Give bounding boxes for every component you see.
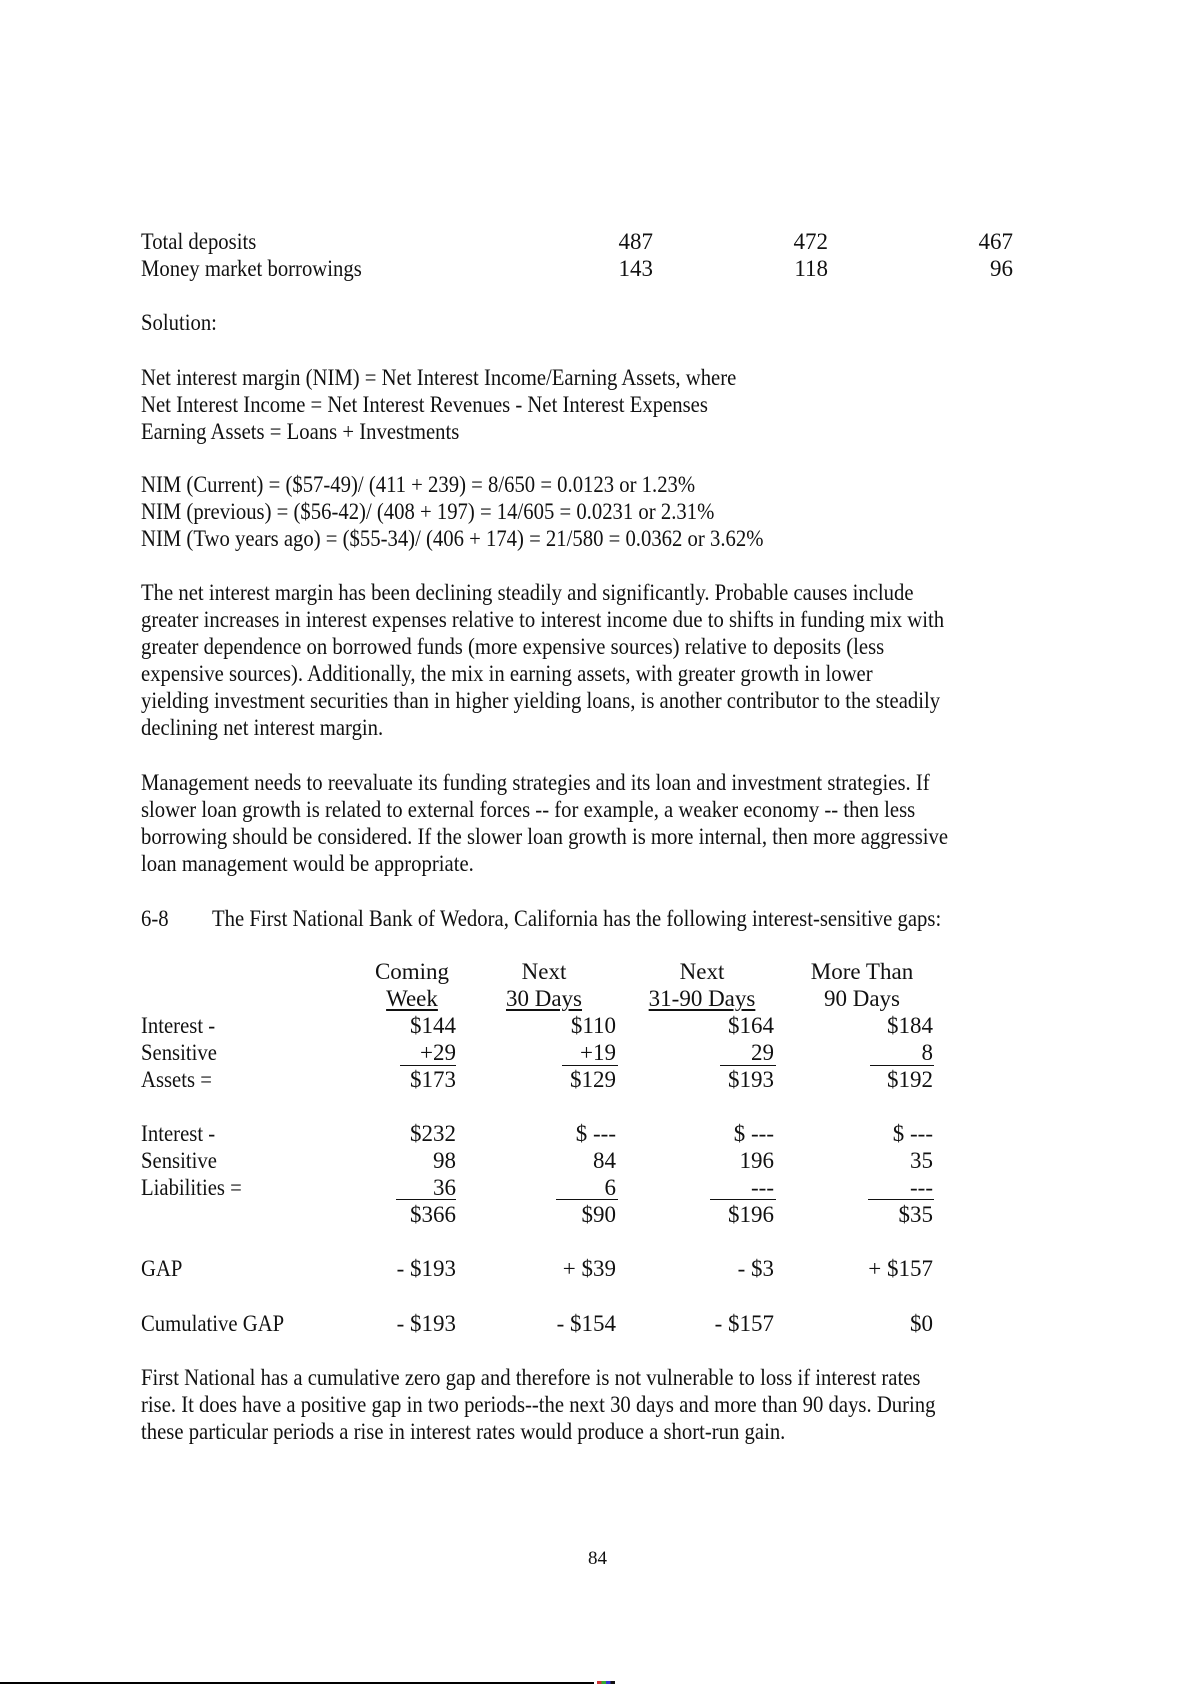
assets-label-1: Interest - [141,1013,216,1038]
bottom-color-marks [597,1681,615,1684]
paragraph-line: these particular periods a rise in interest rates would produce a short-run gain. [141,1419,786,1444]
assets-label-3: Assets = [141,1067,212,1092]
liab-r3-c2: 6 [604,1175,616,1200]
management-paragraph [141,769,1095,877]
header-next-31-90-line2: 31-90 Days [648,986,756,1011]
liab-total-c3: $196 [728,1202,774,1227]
problem-statement: The First National Bank of Wedora, California has the following interest-sensitive gaps: [212,906,942,931]
row-label-money-market: Money market borrowings [141,256,362,281]
liab-r2-c4: 35 [910,1148,933,1173]
assets-label-2: Sensitive [141,1040,217,1065]
liab-r2-c1: 98 [433,1148,456,1173]
assets-r1-c1: $144 [410,1013,456,1038]
liab-total-c4: $35 [898,1202,933,1227]
assets-r1-c2: $110 [570,1013,616,1038]
cum-gap-c1: - $193 [396,1311,456,1336]
conclusion-paragraph [141,1364,1095,1445]
liab-sum-rule-c3 [710,1199,776,1200]
liab-sum-rule-c2 [556,1199,618,1200]
liabilities-label-2: Sensitive [141,1148,217,1173]
paragraph-line: The net interest margin has been declining steadily and significantly. Probable causes include [141,580,914,605]
liab-r3-c1: 36 [433,1175,456,1200]
header-more-than-90-line1: More Than [810,959,914,984]
total-deposits-col3: 467 [978,229,1013,254]
paragraph-line: loan management would be appropriate. [141,851,474,876]
paragraph-line: yielding investment securities than in higher yielding loans, is another contributor to the steadily [141,688,941,713]
liabilities-label-3: Liabilities = [141,1175,242,1200]
assets-total-c2: $129 [570,1067,616,1092]
liab-r1-c2: $ --- [575,1121,616,1146]
definition-line: Net interest margin (NIM) = Net Interest Income/Earning Assets, where [141,365,737,390]
header-more-than-90-line2: 90 Days [823,986,901,1011]
liab-r1-c1: $232 [410,1121,456,1146]
assets-r1-c4: $184 [887,1013,933,1038]
nim-calculations [141,471,1095,552]
liab-r3-c4: --- [910,1175,933,1200]
paragraph-line: greater increases in interest expenses relative to interest income due to shifts in funding mix with [141,607,945,632]
paragraph-line: Management needs to reevaluate its funding strategies and its loan and investment strategies. If [141,770,930,795]
paragraph-line: greater dependence on borrowed funds (more expensive sources) relative to deposits (less [141,634,885,659]
cum-gap-c4: $0 [910,1311,933,1336]
assets-r1-c3: $164 [728,1013,774,1038]
liab-r1-c3: $ --- [733,1121,774,1146]
liab-r1-c4: $ --- [892,1121,933,1146]
definitions-block [141,364,1095,445]
liab-r2-c2: 84 [593,1148,616,1173]
gap-c3: - $3 [737,1256,774,1281]
header-coming-week-line2: Week [386,986,438,1011]
row-label-total-deposits: Total deposits [141,229,257,254]
liab-r2-c3: 196 [739,1148,774,1173]
header-next-30-line1: Next [521,959,567,984]
assets-total-c4: $192 [887,1067,933,1092]
paragraph-line: rise. It does have a positive gap in two periods--the next 30 days and more than 90 days. During [141,1392,936,1417]
paragraph-line: First National has a cumulative zero gap and therefore is not vulnerable to loss if interest rates [141,1365,921,1390]
header-coming-week-line1: Coming [374,959,450,984]
paragraph-line: expensive sources). Additionally, the mix in earning assets, with greater growth in lower [141,661,873,686]
header-next-30-line2: 30 Days [505,986,583,1011]
money-market-col2: 118 [794,256,828,281]
total-deposits-col2: 472 [793,229,828,254]
gap-c1: - $193 [396,1256,456,1281]
assets-total-c1: $173 [410,1067,456,1092]
bottom-rule [0,1682,594,1684]
assets-r2-c4: 8 [921,1040,933,1065]
nim-previous: NIM (previous) = ($56-42)/ (408 + 197) = 14/605 = 0.0231 or 2.31% [141,499,715,524]
nim-discussion-paragraph [141,579,1095,741]
assets-r2-c2: +19 [580,1040,616,1065]
assets-r2-c1: +29 [420,1040,456,1065]
money-market-col3: 96 [990,256,1013,281]
liab-total-c1: $366 [410,1202,456,1227]
cumulative-gap-label: Cumulative GAP [141,1311,285,1336]
definition-line: Earning Assets = Loans + Investments [141,419,460,444]
page-number: 84 [588,1548,607,1569]
problem-number: 6-8 [141,906,169,931]
solution-label: Solution: [141,310,217,335]
liabilities-label-1: Interest - [141,1121,216,1146]
definition-line: Net Interest Income = Net Interest Revenues - Net Interest Expenses [141,392,708,417]
nim-two-years-ago: NIM (Two years ago) = ($55-34)/ (406 + 174) = 21/580 = 0.0362 or 3.62% [141,526,764,551]
liab-r3-c3: --- [751,1175,774,1200]
total-deposits-col1: 487 [618,229,653,254]
nim-current: NIM (Current) = ($57-49)/ (411 + 239) = 8/650 = 0.0123 or 1.23% [141,472,696,497]
gap-c2: + $39 [562,1256,616,1281]
money-market-col1: 143 [618,256,653,281]
paragraph-line: slower loan growth is related to external forces -- for example, a weaker economy -- then less [141,797,916,822]
liab-sum-rule-c1 [396,1199,456,1200]
paragraph-line: borrowing should be considered. If the slower loan growth is more internal, then more aggressive [141,824,949,849]
gap-c4: + $157 [868,1256,933,1281]
cum-gap-c2: - $154 [556,1311,616,1336]
gap-label: GAP [141,1256,183,1281]
header-next-31-90-line1: Next [679,959,725,984]
assets-r2-c3: 29 [751,1040,774,1065]
assets-total-c3: $193 [728,1067,774,1092]
liab-sum-rule-c4 [868,1199,934,1200]
cum-gap-c3: - $157 [714,1311,774,1336]
paragraph-line: declining net interest margin. [141,715,384,740]
liab-total-c2: $90 [581,1202,616,1227]
